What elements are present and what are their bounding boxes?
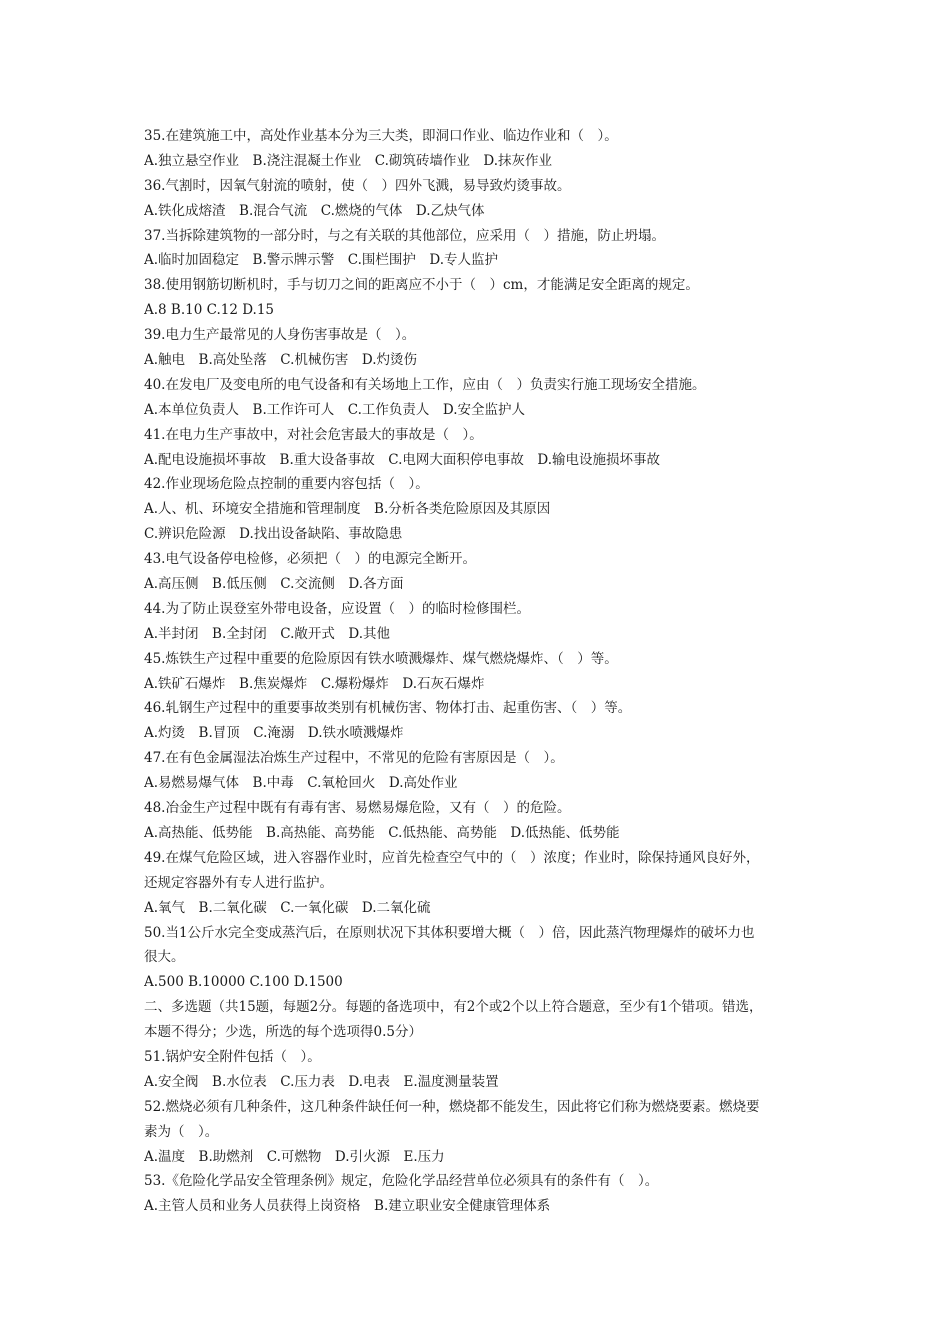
text-line: 46.轧钢生产过程中的重要事故类别有机械伤害、物体打击、起重伤害、（ ）等。 xyxy=(144,700,632,717)
text-line: A.500 B.10000 C.100 D.1500 xyxy=(144,974,343,991)
text-line: 52.燃烧必须有几种条件，这几种条件缺任何一种，燃烧都不能发生，因此将它们称为燃烧要素。燃烧要 xyxy=(144,1098,760,1115)
text-line: 42.作业现场危险点控制的重要内容包括（ ）。 xyxy=(144,476,429,493)
text-line: A.独立悬空作业 B.浇注混凝土作业 C.砌筑砖墙作业 D.抹灰作业 xyxy=(144,152,553,169)
text-line: 43.电气设备停电检修，必须把（ ）的电源完全断开。 xyxy=(144,551,476,568)
document-page xyxy=(144,124,824,1219)
text-line: 39.电力生产最常见的人身伤害事故是（ ）。 xyxy=(144,327,416,344)
text-line: A.主管人员和业务人员获得上岗资格 B.建立职业安全健康管理体系 xyxy=(144,1198,551,1215)
text-line: A.氧气 B.二氧化碳 C.一氧化碳 D.二氧化硫 xyxy=(144,899,431,916)
text-line: 53.《危险化学品安全管理条例》规定，危险化学品经营单位必须具有的条件有（ ）。 xyxy=(144,1173,659,1190)
text-line: 41.在电力生产事故中，对社会危害最大的事故是（ ）。 xyxy=(144,426,483,443)
text-line: A.温度 B.助燃剂 C.可燃物 D.引火源 E.压力 xyxy=(144,1148,445,1165)
text-line: 38.使用钢筋切断机时，手与切刀之间的距离应不小于（ ）cm，才能满足安全距离的规定。 xyxy=(144,277,699,294)
text-line: 50.当1公斤水完全变成蒸汽后，在原则状况下其体积要增大概（ ）倍，因此蒸汽物理爆炸的破坏力也 xyxy=(144,924,755,941)
text-line: A.高压侧 B.低压侧 C.交流侧 D.各方面 xyxy=(144,576,404,593)
text-line: A.半封闭 B.全封闭 C.敞开式 D.其他 xyxy=(144,625,391,642)
text-line: A.铁矿石爆炸 B.焦炭爆炸 C.爆粉爆炸 D.石灰石爆炸 xyxy=(144,675,485,692)
text-line: 48.冶金生产过程中既有有毒有害、易燃易爆危险，又有（ ）的危险。 xyxy=(144,800,571,817)
text-line: A.高热能、低势能 B.高热能、高势能 C.低热能、高势能 D.低热能、低势能 xyxy=(144,824,620,841)
text-line: 36.气割时，因氧气射流的喷射，使（ ）四外飞溅，易导致灼烫事故。 xyxy=(144,177,571,194)
text-line: 素为（ ）。 xyxy=(144,1123,219,1140)
text-line: A.铁化成熔渣 B.混合气流 C.燃烧的气体 D.乙炔气体 xyxy=(144,202,485,219)
text-line: A.易燃易爆气体 B.中毒 C.氧枪回火 D.高处作业 xyxy=(144,775,458,792)
text-line: A.安全阀 B.水位表 C.压力表 D.电表 E.温度测量装置 xyxy=(144,1073,499,1090)
text-line: 二、多选题（共15题，每题2分。每题的备选项中，有2个或2个以上符合题意，至少有1个错项。错选， xyxy=(144,999,763,1016)
text-line: A.8 B.10 C.12 D.15 xyxy=(144,302,275,319)
text-line: A.人、机、环境安全措施和管理制度 B.分析各类危险原因及其原因 xyxy=(144,501,551,518)
text-line: 44.为了防止误登室外带电设备，应设置（ ）的临时检修围栏。 xyxy=(144,600,530,617)
text-line: C.辨识危险源 D.找出设备缺陷、事故隐患 xyxy=(144,526,403,543)
text-line: A.配电设施损坏事故 B.重大设备事故 C.电网大面积停电事故 D.输电设施损坏事故 xyxy=(144,451,661,468)
text-line: 本题不得分；少选，所选的每个选项得0.5分） xyxy=(144,1024,422,1041)
text-line: A.本单位负责人 B.工作许可人 C.工作负责人 D.安全监护人 xyxy=(144,401,526,418)
text-line: A.灼烫 B.冒顶 C.淹溺 D.铁水喷溅爆炸 xyxy=(144,725,404,742)
text-line: 45.炼铁生产过程中重要的危险原因有铁水喷溅爆炸、煤气燃烧爆炸、（ ）等。 xyxy=(144,650,618,667)
text-line: A.触电 B.高处坠落 C.机械伤害 D.灼烫伤 xyxy=(144,352,418,369)
text-line: 47.在有色金属湿法冶炼生产过程中，不常见的危险有害原因是（ ）。 xyxy=(144,750,564,767)
text-line: 很大。 xyxy=(144,949,185,966)
text-line: 37.当拆除建筑物的一部分时，与之有关联的其他部位，应采用（ ）措施，防止坍塌。 xyxy=(144,227,665,244)
text-line: 51.锅炉安全附件包括（ ）。 xyxy=(144,1048,321,1065)
text-line: 49.在煤气危险区域，进入容器作业时，应首先检查空气中的（ ）浓度；作业时，除保持通风良好外， xyxy=(144,849,760,866)
text-line: A.临时加固稳定 B.警示牌示警 C.围栏围护 D.专人监护 xyxy=(144,252,499,269)
text-line: 还规定容器外有专人进行监护。 xyxy=(144,874,333,891)
text-line: 35.在建筑施工中，高处作业基本分为三大类，即洞口作业、临边作业和（ ）。 xyxy=(144,128,618,144)
text-line: 40.在发电厂及变电所的电气设备和有关场地上工作，应由（ ）负责实行施工现场安全措施。 xyxy=(144,376,706,393)
